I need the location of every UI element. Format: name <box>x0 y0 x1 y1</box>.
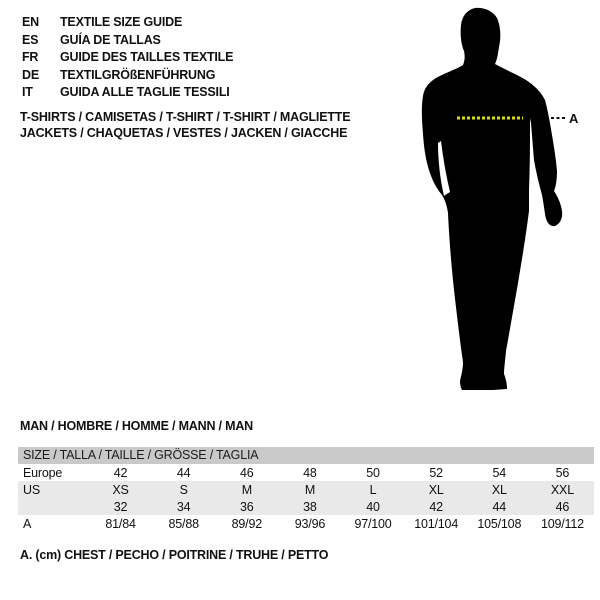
table-cell: XS <box>112 482 129 497</box>
table-cell: 97/100 <box>354 516 392 531</box>
table-cell: 46 <box>240 465 254 480</box>
table-cell: 52 <box>429 465 443 480</box>
language-row <box>22 67 233 85</box>
lang-code: FR <box>22 50 39 64</box>
table-cell: 44 <box>176 465 191 480</box>
garment-categories <box>20 109 350 141</box>
section-title-man: MAN / HOMBRE / HOMME / MANN / MAN <box>20 419 253 433</box>
lang-code: ES <box>22 32 39 47</box>
table-cell: XL <box>491 482 507 497</box>
table-row-europe <box>18 464 594 481</box>
table-cell: 81/84 <box>105 516 136 531</box>
table-row-chest <box>18 515 594 532</box>
lang-code: DE <box>22 67 39 82</box>
row-label: A <box>23 516 32 531</box>
category-line-tshirts: T-SHIRTS / CAMISETAS / T-SHIRT / T-SHIRT / MAGLIETTE <box>20 110 351 124</box>
table-cell: XXL <box>550 482 574 497</box>
size-table-header: SIZE / TALLA / TAILLE / GRÖSSE / TAGLIA <box>18 447 594 464</box>
table-row-numeric <box>18 498 594 515</box>
language-row <box>22 84 233 102</box>
table-cell: XL <box>428 482 444 497</box>
table-cell: 34 <box>176 499 191 514</box>
table-cell: 32 <box>113 499 128 514</box>
man-silhouette <box>395 0 600 400</box>
lang-label: GUIDE DES TAILLES TEXTILE <box>60 50 234 64</box>
measure-label-a: A <box>569 111 579 126</box>
table-cell: 50 <box>366 465 380 480</box>
language-row <box>22 14 233 32</box>
table-cell: 89/92 <box>231 516 262 531</box>
language-row <box>22 32 233 50</box>
table-cell: 42 <box>429 499 443 514</box>
lang-label: GUÍA DE TALLAS <box>60 32 161 47</box>
table-cell: 44 <box>492 499 507 514</box>
table-cell: 42 <box>113 465 128 480</box>
table-cell: S <box>179 482 188 497</box>
table-cell: L <box>369 482 377 497</box>
table-cell: 36 <box>240 499 254 514</box>
row-label: US <box>23 482 40 497</box>
table-cell: 46 <box>555 499 570 514</box>
language-title-list <box>22 14 233 102</box>
measurement-footnote: A. (cm) CHEST / PECHO / POITRINE / TRUHE / PETTO <box>20 548 329 562</box>
lang-code: EN <box>22 15 39 29</box>
table-cell: 109/112 <box>541 516 584 531</box>
man-silhouette-shape <box>422 8 562 390</box>
table-cell: 40 <box>366 499 380 514</box>
lang-label: TEXTILGRÖßENFÜHRUNG <box>60 67 216 82</box>
table-cell: 56 <box>555 465 570 480</box>
size-table <box>18 447 594 532</box>
table-cell: 105/108 <box>477 516 522 531</box>
lang-label: TEXTILE SIZE GUIDE <box>60 15 183 29</box>
row-label: Europe <box>23 465 63 480</box>
table-cell: 54 <box>492 465 507 480</box>
language-row <box>22 49 233 67</box>
table-cell: M <box>304 482 316 497</box>
table-cell: 101/104 <box>414 516 459 531</box>
table-cell: 48 <box>303 465 317 480</box>
table-cell: M <box>241 482 252 497</box>
lang-code: IT <box>22 85 33 99</box>
table-cell: 93/96 <box>294 516 326 531</box>
table-row-us <box>18 481 594 498</box>
man-silhouette-figure <box>395 0 600 400</box>
lang-label: GUIDA ALLE TAGLIE TESSILI <box>60 85 230 99</box>
table-cell: 38 <box>303 499 317 514</box>
table-cell: 85/88 <box>168 516 199 531</box>
category-line-jackets: JACKETS / CHAQUETAS / VESTES / JACKEN / GIACCHE <box>20 126 348 140</box>
